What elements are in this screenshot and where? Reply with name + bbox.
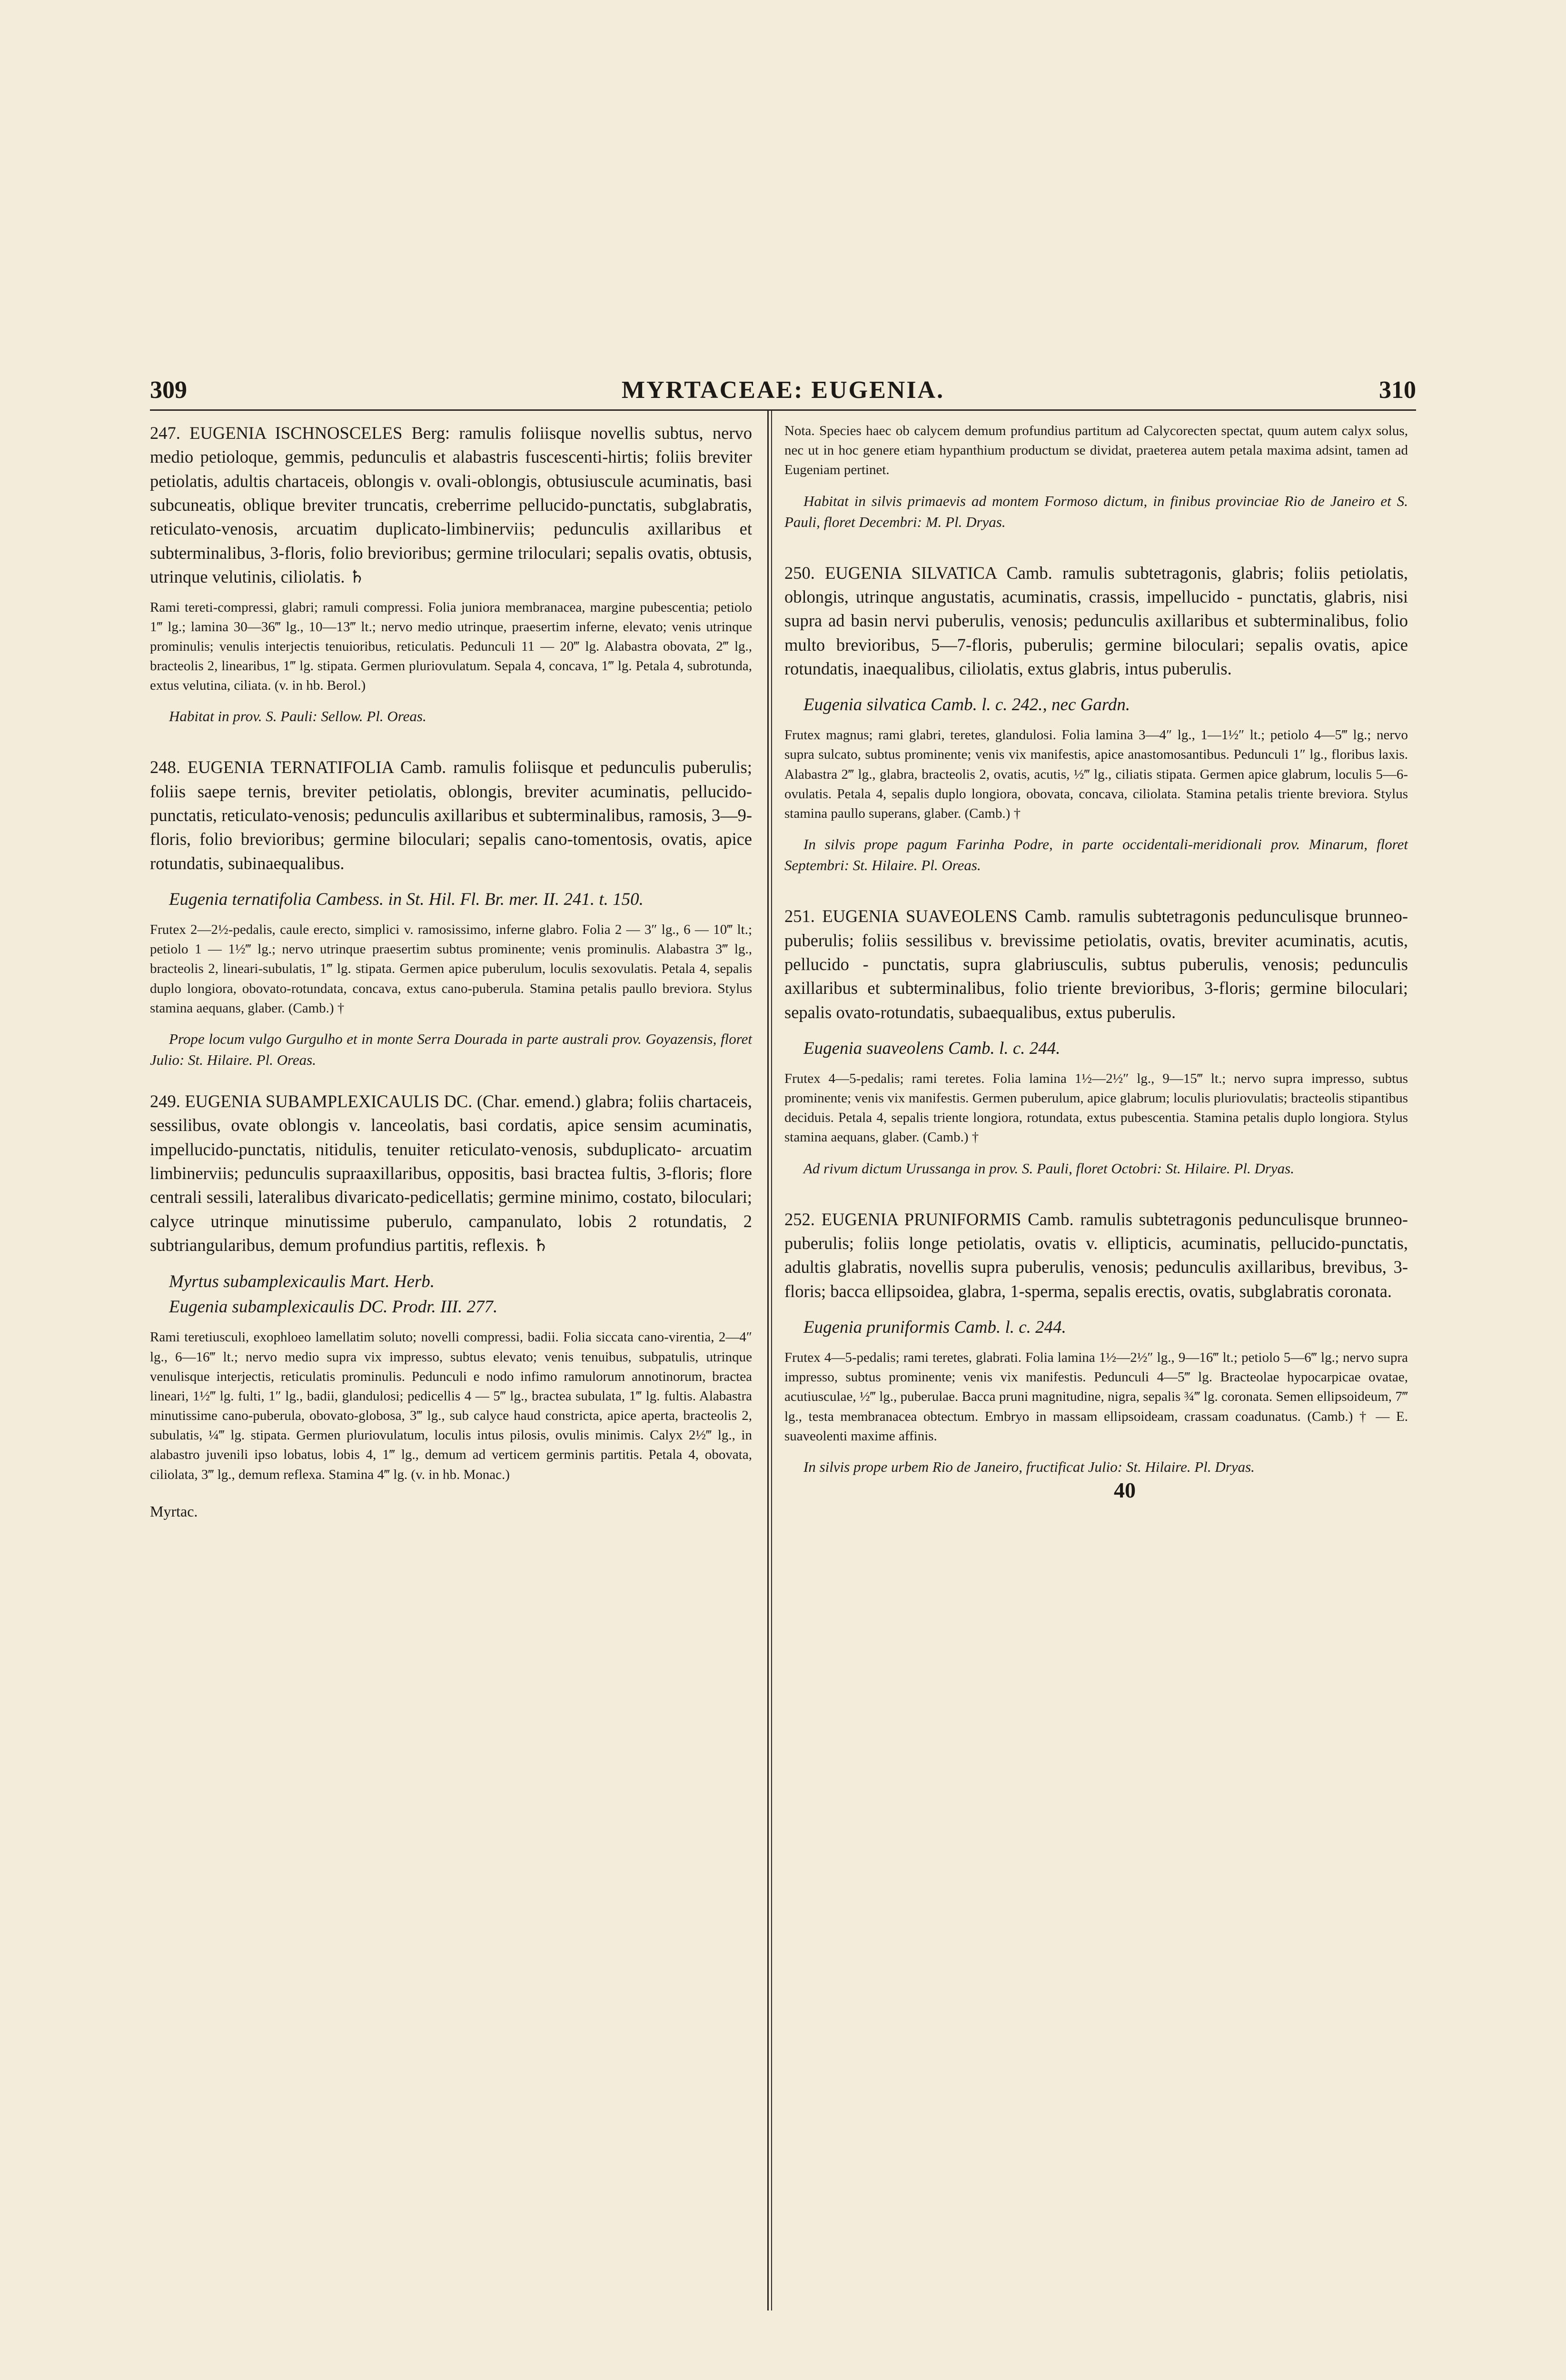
- right-column: [784, 421, 1408, 1503]
- description-248: Frutex 2—2½-pedalis, caule erecto, simplici v. ramosissimo, inferne glabro. Folia 2 — 3″ lg., 6 — 10‴ lt.; petiolo 1 — 1½‴ lg.; nervo utrinque praesertim subtus prominente; venis prominulis. Alabastra 3‴ lg., bracteolis 2, lineari-subulatis, 1‴ lg. stipata. Germen apice puberulum, loculis sexovulatis. Petala 4, sepalis duplo longiora, obovato-rotundata, concava, extus cano-puberula. Stamina petalis paullo breviora. Stylus stamina aequans, glaber. (Camb.) †: [150, 922, 752, 1016]
- column-divider: [767, 410, 769, 2311]
- right-page-number: 310: [1379, 377, 1416, 404]
- species-251: [784, 904, 1408, 1179]
- habitat-248: Prope locum vulgo Gurgulho et in monte Serra Dourada in parte australi prov. Goyazensis, floret Julio: St. Hilaire. Pl. Oreas.: [150, 1030, 752, 1068]
- section-gap: [784, 1179, 1408, 1208]
- habitat-247: Habitat in prov. S. Pauli: Sellow. Pl. Oreas.: [169, 708, 426, 725]
- description-247: Rami tereti-compressi, glabri; ramuli compressi. Folia juniora membranacea, margine pubescentia; petiolo 1‴ lg.; lamina 30—36‴ lg., 10—13‴ lt.; nervo medio utrinque, praesertim inferne, elevato; venis utrinque prominulis; venulis interjectis tenuioribus, reticulatis. Pedunculi 11 — 20‴ lg. Alabastra obovata, 2‴ lg., bracteolis 2, linearibus, 1‴ lg. stipata. Germen pluriovulatum. Sepala 4, concava, 1‴ lg. Petala 4, subrotunda, extus velutina, ciliata. (v. in hb. Berol.): [150, 599, 752, 694]
- diagnosis-249: 249. EUGENIA SUBAMPLEXICAULIS DC. (Char. emend.) glabra; foliis chartaceis, sessilibus, ovate oblongis v. lanceolatis, basi cordatis, apice sensim acuminatis, impellucido-punctatis, nitidulis, tenuiter reticulato-venosis, subduplicato- arcuatim limbinerviis; pedunculis supraaxillaribus, oppositis, basi bractea fultis, 3-floris; flore centrali sessili, lateralibus divaricato-pedicellatis; germine minimo, costato, biloculari; calyce utrinque minutissime puberulo, campanulato, lobis 2 rotundatis, 2 subtriangularibus, demum profundius partitis, reflexis. ♄: [150, 1091, 752, 1255]
- synonym-249-a: Myrtus subamplexicaulis Mart. Herb.: [169, 1271, 435, 1291]
- synonym-250: Eugenia silvatica Camb. l. c. 242., nec Gardn.: [803, 695, 1130, 715]
- species-248: [150, 755, 752, 1071]
- habitat-251: Ad rivum dictum Urussanga in prov. S. Pauli, floret Octobri: St. Hilaire. Pl. Dryas.: [803, 1160, 1294, 1177]
- left-column: [150, 421, 752, 1520]
- habitat-252: In silvis prope urbem Rio de Janeiro, fructificat Julio: St. Hilaire. Pl. Dryas.: [803, 1458, 1255, 1475]
- header-rule: [150, 409, 1416, 411]
- description-251: Frutex 4—5-pedalis; rami teretes. Folia lamina 1½—2½″ lg., 9—15‴ lt.; nervo supra impresso, subtus prominente; venis vix manifestis. Germen puberulum, apice glabrum; loculis pluriovulatis; bracteolis stipantibus deciduis. Petala 4, sepalis triente longiora, rotundata, extus pubescentia. Stamina petalis duplo longiora. Stylus stamina aequans, glaber. (Camb.) †: [784, 1071, 1408, 1145]
- habitat-250: In silvis prope pagum Farinha Podre, in parte occidentali-meridionali prov. Minarum, floret Septembri: St. Hilaire. Pl. Oreas.: [784, 836, 1408, 874]
- species-252: [784, 1208, 1408, 1478]
- synonym-248: Eugenia ternatifolia Cambess. in St. Hil. Fl. Br. mer. II. 241. t. 150.: [169, 890, 644, 910]
- signature-mark: Myrtac.: [150, 1502, 198, 1520]
- nota: Nota. Species haec ob calycem demum profundius partitum ad Calycorecten spectat, quum autem calyx solus, nec ut in hoc genere etiam hypanthium productum se dividat, praeterea autem petala maxima adsint, tamen ad Eugeniam pertinet.: [784, 423, 1408, 478]
- species-249: [150, 1090, 752, 1485]
- column-divider-inner: [771, 410, 772, 2311]
- description-249: Rami teretiusculi, exophloeo lamellatim soluto; novelli compressi, badii. Folia siccata cano-virentia, 2—4″ lg., 6—16‴ lt.; nervo medio supra vix impresso, subtus elevato; venis tenuibus, subpatulis, utrinque venulisque interjectis, reticulatis prominulis. Pedunculi e nodo infimo ramulorum annotinorum, bractea lineari, 1½‴ lg. fulti, 1″ lg., badii, glandulosi; pedicellis 4 — 5‴ lg., bractea subulata, 1‴ lg. fultis. Alabastra minutissime cano-puberula, obovato-globosa, 3‴ lg., sub calyce haud constricta, apice aperta, bracteolis 2, subulatis, ¼‴ lg. stipata. Germen pluriovulatum, loculis intus pilosis, ovulis minimis. Calyx 2½‴ lg., in alabastro juvenili ipso lobatus, lobis 4, 1‴ lg., demum ad verticem germinis partitis. Petala 4, obovata, ciliolata, 3‴ lg., demum reflexa. Stamina 4‴ lg. (v. in hb. Monac.): [150, 1329, 752, 1482]
- description-252: Frutex 4—5-pedalis; rami teretes, glabrati. Folia lamina 1½—2½″ lg., 9—16‴ lt.; petiolo 5—6‴ lg.; nervo supra impresso, subtus prominente; venis vix manifestis. Pedunculi 4—5‴ lg. Bracteolae hypocarpicae ovatae, acutiusculae, ½‴ lg., puberulae. Bacca pruni magnitudine, nigra, sepalis ¾‴ lg. coronata. Semen ellipsoideum, 7‴ lg., testa membranacea obtectum. Embryo in massam ellipsoideam, crassam coadunatus. (Camb.) † — E. suaveolenti maxime affinis.: [784, 1349, 1408, 1444]
- description-250: Frutex magnus; rami glabri, teretes, glandulosi. Folia lamina 3—4″ lg., 1—1½″ lt.; petiolo 4—5‴ lg.; nervo supra sulcato, subtus prominente; venis vix manifestis, apice anastomosantibus. Pedunculi 1″ lg., floribus laxis. Alabastra 2‴ lg., glabra, bracteolis 2, ovatis, acutis, ½‴ lg., ciliatis stipata. Germen apice glabrum, loculis 5—6-ovulatis. Petala 4, sepalis duplo longiora, obovata, concava, ciliolata. Stamina petalis triente breviora. Stylus stamina paullo superans, glaber. (Camb.) †: [784, 727, 1408, 821]
- signature-page-number: 40: [1114, 1478, 1136, 1502]
- diagnosis-251: 251. EUGENIA SUAVEOLENS Camb. ramulis subtetragonis pedunculisque brunneo-puberulis; foliis sessilibus v. brevissime petiolatis, ovatis, breviter acuminatis, acutis, pellucido - punctatis, supra glabriusculis, subtus puberulis, venosis; pedunculis axillaribus et subterminalibus, folio triente brevioribus, 3-floris; germine biloculari; sepalis ovato-rotundatis, subaequalibus, extus puberulis.: [784, 906, 1408, 1022]
- diagnosis-252: 252. EUGENIA PRUNIFORMIS Camb. ramulis subtetragonis pedunculisque brunneo-puberulis; foliis longe petiolatis, ovatis v. ellipticis, acuminatis, pellucido-punctatis, adultis glabratis, novellis supra puberulis, venosis; pedunculis axillaribus, brevibus, 3-floris; bacca ellipsoidea, glabra, 1-sperma, sepalis erectis, ovatis, subglabratis coronata.: [784, 1209, 1408, 1301]
- species-250: [784, 561, 1408, 876]
- section-gap: [784, 876, 1408, 904]
- synonym-252: Eugenia pruniformis Camb. l. c. 244.: [803, 1318, 1066, 1338]
- section-gap: [150, 1071, 752, 1090]
- section-gap: [150, 727, 752, 755]
- running-header: [150, 376, 1416, 409]
- section-gap: [784, 533, 1408, 561]
- synonym-251: Eugenia suaveolens Camb. l. c. 244.: [803, 1038, 1061, 1058]
- running-title: MYRTACEAE: EUGENIA.: [621, 377, 945, 404]
- diagnosis-247: 247. EUGENIA ISCHNOSCELES Berg: ramulis foliisque novellis subtus, nervo medio petioloque, gemmis, pedunculis et alabastris fuscescenti-hirtis; foliis breviter petiolatis, adultis chartaceis, oblongis v. ovali-oblongis, obtusiuscule acuminatis, basi subcuneatis, oblique breviter truncatis, creberrime pellucido-punctatis, subglabratis, reticulato-venosis, arcuatim duplicato-limbinerviis; pedunculis axillaribus et subterminalibus, 3-floris, folio brevioribus; germine triloculari; sepalis ovatis, obtusis, utrinque velutinis, ciliolatis. ♄: [150, 423, 752, 587]
- diagnosis-248: 248. EUGENIA TERNATIFOLIA Camb. ramulis foliisque et pedunculis puberulis; foliis saepe ternis, breviter petiolatis, oblongis, breviter acuminatis, pellucido-punctatis, reticulato-venosis; pedunculis axillaribus et subterminalibus, ramosis, 3—9-floris, folio brevioribus; germine biloculari; sepalis cano-tomentosis, ovatis, apice rotundatis, subinaequalibus.: [150, 757, 752, 873]
- habitat-249: Habitat in silvis primaevis ad montem Formoso dictum, in finibus provinciae Rio de Janeiro et S. Pauli, floret Decembri: M. Pl. Dryas.: [784, 492, 1408, 530]
- left-page-number: 309: [150, 377, 187, 404]
- species-247: [150, 421, 752, 727]
- diagnosis-250: 250. EUGENIA SILVATICA Camb. ramulis subtetragonis, glabris; foliis petiolatis, oblongis, utrinque angustatis, acuminatis, crassis, impellucido - punctatis, glabris, nisi supra ad basin nervi puberulis, venosis; pedunculis axillaribus et subterminalibus, folio multo brevioribus, 5—7-floris, puberulis; germine biloculari; sepalis ovatis, apice rotundatis, inaequalibus, ciliolatis, extus glabris, intus puberulis.: [784, 563, 1408, 678]
- synonym-249-b: Eugenia subamplexicaulis DC. Prodr. III. 277.: [169, 1297, 498, 1317]
